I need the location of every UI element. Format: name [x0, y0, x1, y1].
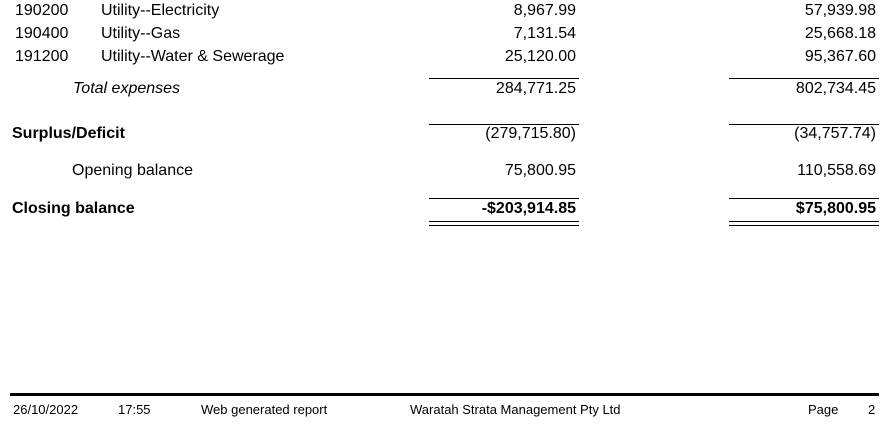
footer-company: Waratah Strata Management Pty Ltd [410, 402, 621, 417]
closing-balance-current: -$203,914.85 [481, 200, 576, 217]
page-footer [0, 396, 888, 426]
surplus-deficit-label: Surplus/Deficit [12, 125, 125, 142]
current-amount: 25,120.00 [504, 48, 576, 65]
closing-balance-label: Closing balance [12, 200, 135, 217]
current-amount: 7,131.54 [513, 25, 576, 42]
expense-row-water [0, 46, 888, 68]
footer-date: 26/10/2022 [13, 402, 79, 417]
footer-page-label: Page [808, 402, 839, 417]
surplus-deficit-row [0, 123, 888, 145]
current-amount: 8,967.99 [513, 2, 576, 19]
closing-double-rule-current-top [429, 221, 579, 222]
previous-amount: 25,668.18 [804, 25, 876, 42]
total-expenses-current: 284,771.25 [495, 80, 576, 97]
expense-row-gas [0, 23, 888, 45]
closing-double-rule-current-bottom [429, 225, 579, 226]
closing-balance-row [0, 198, 888, 220]
previous-amount: 95,367.60 [804, 48, 876, 65]
account-code: 191200 [15, 48, 69, 65]
surplus-deficit-current: (279,715.80) [485, 125, 576, 142]
total-expenses-previous: 802,734.45 [795, 80, 876, 97]
closing-double-rule-previous-bottom [729, 225, 879, 226]
closing-balance-previous: $75,800.95 [795, 200, 876, 217]
closing-double-rule-previous-top [729, 221, 879, 222]
total-expenses-label: Total expenses [73, 80, 181, 97]
footer-note: Web generated report [201, 402, 328, 417]
account-name: Utility--Water & Sewerage [101, 48, 285, 65]
opening-balance-previous: 110,558.69 [797, 162, 876, 179]
total-expenses-row [0, 78, 888, 100]
account-code: 190400 [15, 25, 69, 42]
previous-amount: 57,939.98 [804, 2, 876, 19]
footer-page-number: 2 [868, 402, 876, 417]
footer-time: 17:55 [118, 402, 151, 417]
surplus-deficit-previous: (34,757.74) [794, 125, 876, 142]
account-name: Utility--Electricity [101, 2, 220, 19]
opening-balance-row [0, 160, 888, 182]
opening-balance-current: 75,800.95 [504, 162, 576, 179]
expense-row-electricity [0, 0, 888, 22]
account-name: Utility--Gas [101, 25, 181, 42]
opening-balance-label: Opening balance [72, 162, 193, 179]
account-code: 190200 [15, 2, 69, 19]
